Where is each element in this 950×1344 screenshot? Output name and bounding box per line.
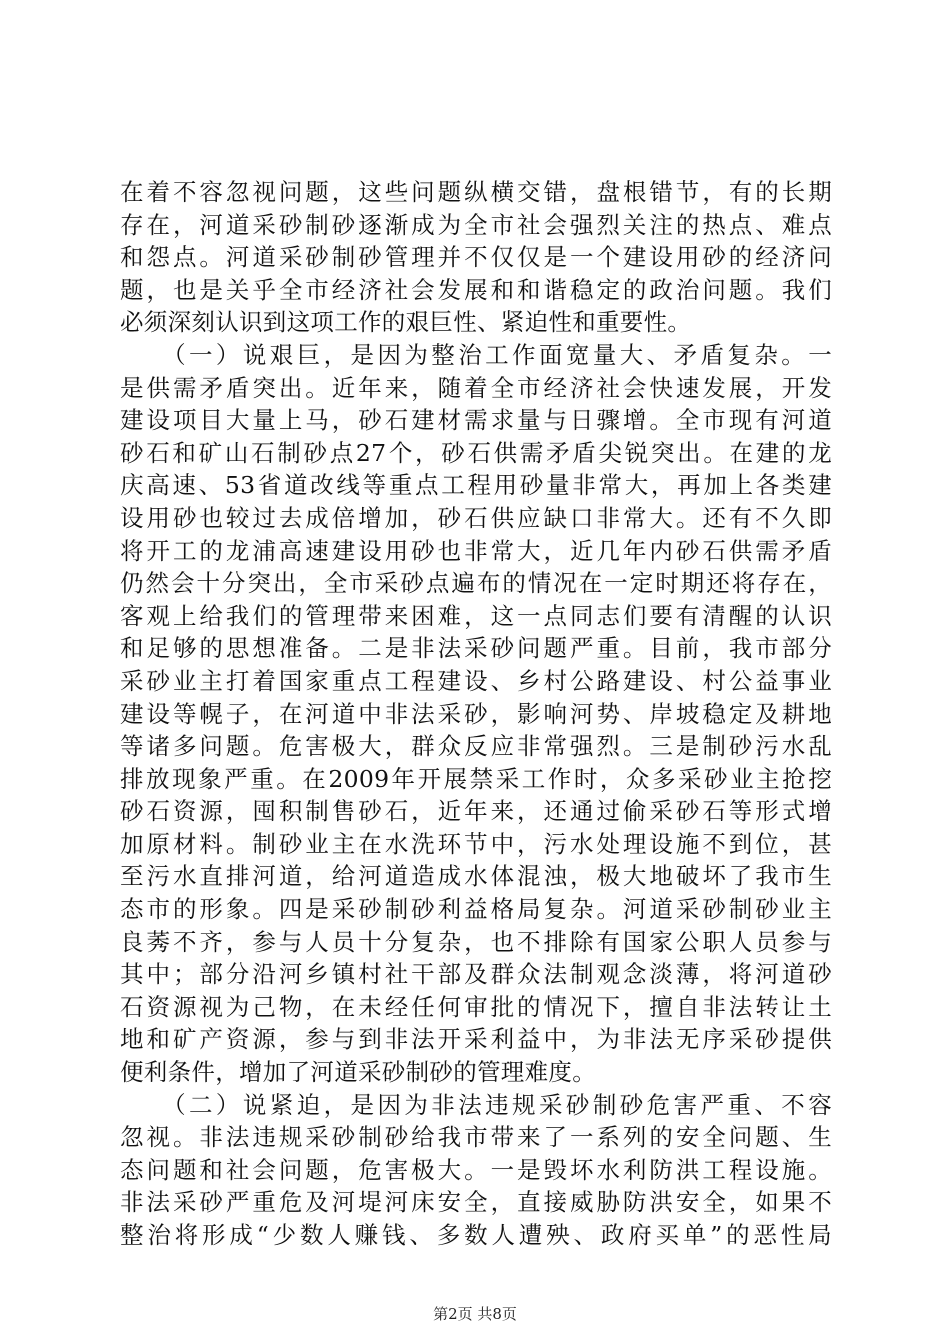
text-line: 地和矿产资源，参与到非法开采利益中，为非法无序采砂提供 xyxy=(120,1025,832,1054)
text-line: （一）说艰巨，是因为整治工作面宽量大、矛盾复杂。一 xyxy=(120,340,832,369)
text-line: 其中；部分沿河乡镇村社干部及群众法制观念淡薄，将河道砂 xyxy=(120,960,832,989)
text-line: 砂石资源，囤积制售砂石，近年来，还通过偷采砂石等形式增 xyxy=(120,797,832,826)
text-line: （二）说紧迫，是因为非法违规采砂制砂危害严重、不容 xyxy=(120,1090,832,1119)
text-line: 便利条件，增加了河道采砂制砂的管理难度。 xyxy=(120,1058,596,1087)
text-line: 在着不容忽视问题，这些问题纵横交错，盘根错节，有的长期 xyxy=(120,178,832,206)
text-line: 客观上给我们的管理带来困难，这一点同志们要有清醒的认识 xyxy=(120,601,832,630)
text-line: 等诸多问题。危害极大，群众反应非常强烈。三是制砂污水乱 xyxy=(120,732,832,761)
text-line: 忽视。非法违规采砂制砂给我市带来了一系列的安全问题、生 xyxy=(120,1123,832,1152)
text-line: 排放现象严重。在2009年开展禁采工作时，众多采砂业主抢挖 xyxy=(120,764,832,793)
text-line: 和怨点。河道采砂制砂管理并不仅仅是一个建设用砂的经济问 xyxy=(120,243,832,272)
text-line: 加原材料。制砂业主在水洗环节中，污水处理设施不到位，甚 xyxy=(120,829,832,858)
text-line: 和足够的思想准备。二是非法采砂问题严重。目前，我市部分 xyxy=(120,634,832,663)
text-line: 建设项目大量上马，砂石建材需求量与日骤增。全市现有河道 xyxy=(120,406,832,435)
text-line: 存在，河道采砂制砂逐渐成为全市社会强烈关注的热点、难点 xyxy=(120,210,832,239)
text-line: 建设等幌子，在河道中非法采砂，影响河势、岸坡稳定及耕地 xyxy=(120,699,832,728)
text-line: 态问题和社会问题，危害极大。一是毁坏水利防洪工程设施。 xyxy=(120,1155,832,1184)
text-line: 题，也是关乎全市经济社会发展和和谐稳定的政治问题。我们 xyxy=(120,275,832,304)
text-line: 采砂业主打着国家重点工程建设、乡村公路建设、村公益事业 xyxy=(120,666,832,695)
text-line: 将开工的龙浦高速建设用砂也非常大，近几年内砂石供需矛盾 xyxy=(120,536,832,565)
text-line: 良莠不齐，参与人员十分复杂，也不排除有国家公职人员参与 xyxy=(120,927,832,956)
text-line: 是供需矛盾突出。近年来，随着全市经济社会快速发展，开发 xyxy=(120,373,832,402)
text-line: 设用砂也较过去成倍增加，砂石供应缺口非常大。还有不久即 xyxy=(120,503,832,532)
page-number: 第2页 共8页 xyxy=(433,1305,517,1323)
text-line: 非法采砂严重危及河堤河床安全，直接威胁防洪安全，如果不 xyxy=(120,1188,832,1217)
page-footer xyxy=(0,1303,950,1324)
text-line: 至污水直排河道，给河道造成水体混浊，极大地破坏了我市生 xyxy=(120,862,832,891)
text-line: 石资源视为己物，在未经任何审批的情况下，擅自非法转让土 xyxy=(120,992,832,1021)
text-line: 整治将形成“少数人赚钱、多数人遭殃、政府买单”的恶性局 xyxy=(120,1221,832,1249)
text-line: 必须深刻认识到这项工作的艰巨性、紧迫性和重要性。 xyxy=(120,308,692,337)
text-line: 态市的形象。四是采砂制砂利益格局复杂。河道采砂制砂业主 xyxy=(120,895,832,924)
document-body xyxy=(120,176,832,1252)
text-line: 庆高速、53省道改线等重点工程用砂量非常大，再加上各类建 xyxy=(120,471,832,500)
text-line: 砂石和矿山石制砂点27个，砂石供需矛盾尖锐突出。在建的龙 xyxy=(120,438,832,467)
text-line: 仍然会十分突出，全市采砂点遍布的情况在一定时期还将存在， xyxy=(120,569,832,598)
